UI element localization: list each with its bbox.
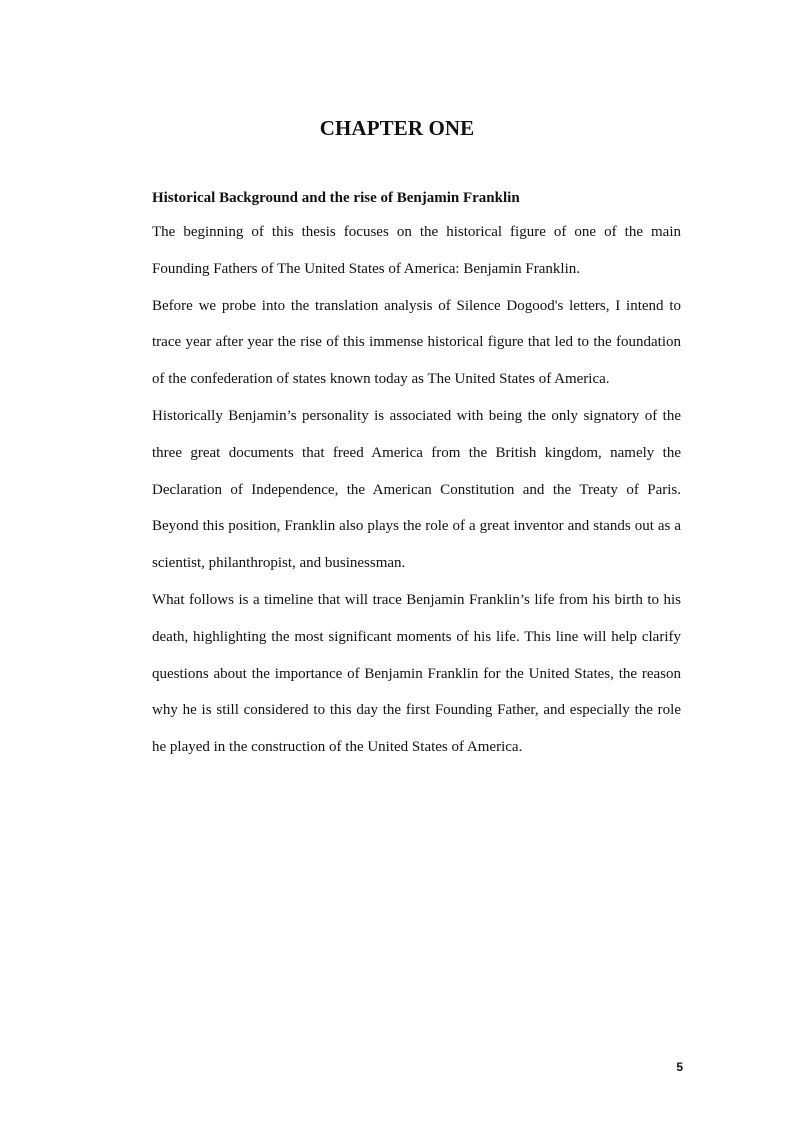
section-heading: Historical Background and the rise of Benjamin Franklin bbox=[152, 190, 520, 206]
page-number: 5 bbox=[676, 1060, 683, 1074]
paragraph-purpose: Before we probe into the translation analysis of Silence Dogood's letters, I intend to trace year after year the rise of this immense historical figure that led to the foundation of the confederation of states known today as The United States of America. bbox=[152, 297, 681, 388]
paragraph-timeline: What follows is a timeline that will trace Benjamin Franklin’s life from his birth to his death, highlighting the most significant moments of his life. This line will help clarify questions about the importance of Benjamin Franklin for the United States, the reason why he is still considered to this day the first Founding Father, and especially the role he played in the construction of the United States of America. bbox=[152, 591, 681, 756]
paragraph-intro: The beginning of this thesis focuses on the historical figure of one of the main Founding Fathers of The United States of America: Benjamin Franklin. bbox=[152, 224, 681, 277]
chapter-title: CHAPTER ONE bbox=[319, 116, 475, 140]
paragraph-significance: Historically Benjamin’s personality is associated with being the only signatory of the three great documents that freed America from the British kingdom, namely the Declaration of Independence, the American Constitution and the Treaty of Paris. Beyond this position, Franklin also plays the role of a great inventor and stands out as a scientist, philanthropist, and businessman. bbox=[152, 407, 681, 572]
chapter-body bbox=[152, 186, 681, 766]
